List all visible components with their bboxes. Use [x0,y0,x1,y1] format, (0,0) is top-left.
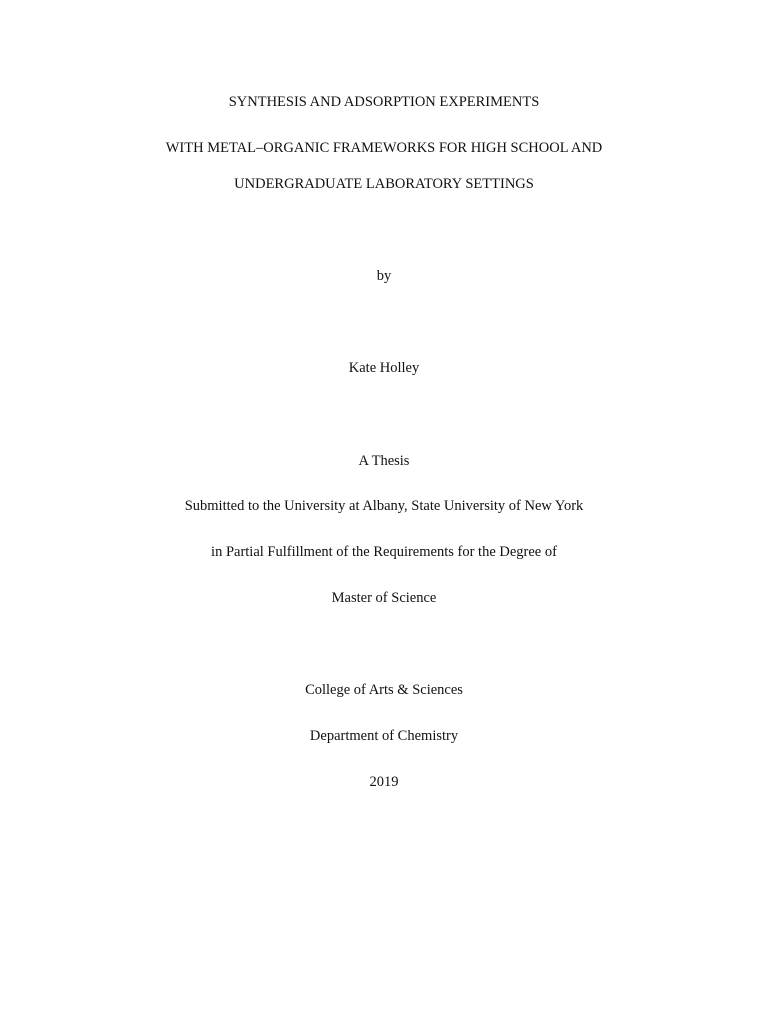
thesis-title-line-3: UNDERGRADUATE LABORATORY SETTINGS [234,176,534,192]
thesis-title-line-1: SYNTHESIS AND ADSORPTION EXPERIMENTS [228,94,540,110]
college-name: College of Arts & Sciences [305,682,463,698]
submission-statement: Submitted to the University at Albany, State University of New York [184,498,584,514]
department-name: Department of Chemistry [309,728,459,744]
by-label: by [376,268,392,284]
degree-name: Master of Science [331,590,437,606]
document-type: A Thesis [358,453,410,469]
thesis-title-line-2: WITH METAL–ORGANIC FRAMEWORKS FOR HIGH SCHOOL AND [165,140,603,156]
fulfillment-statement: in Partial Fulfillment of the Requirements for the Degree of [211,544,557,560]
author-name: Kate Holley [348,360,420,376]
year: 2019 [369,774,399,790]
